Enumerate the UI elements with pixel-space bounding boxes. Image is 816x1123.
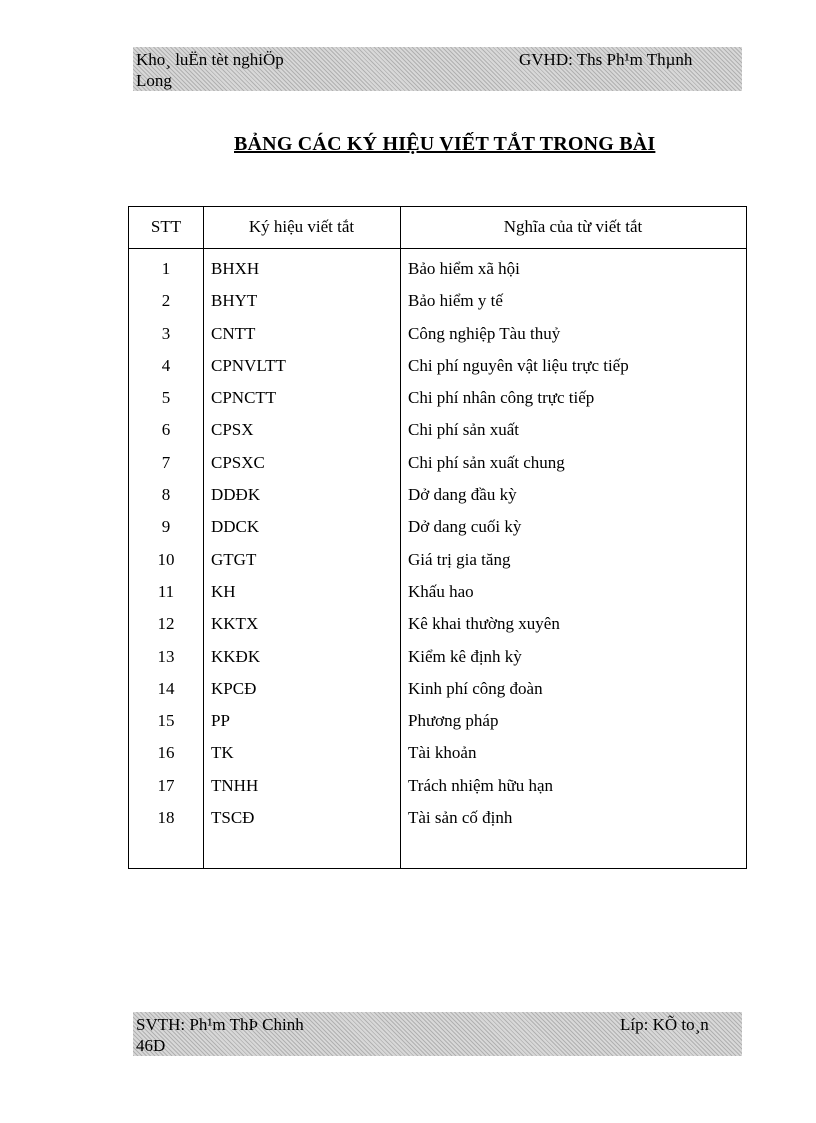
cell-stt: 8 xyxy=(161,485,171,505)
cell-abbr: BHYT xyxy=(211,291,258,311)
cell-meaning: Tài khoản xyxy=(408,743,477,763)
cell-meaning: Dở dang cuối kỳ xyxy=(408,517,522,537)
cell-meaning: Dở dang đầu kỳ xyxy=(408,485,517,505)
footer-class: Líp: KÕ to¸n xyxy=(620,1015,709,1034)
page-header xyxy=(133,47,742,91)
cell-abbr: TNHH xyxy=(211,775,259,795)
cell-stt: 1 xyxy=(161,259,171,278)
table-body xyxy=(129,257,746,838)
cell-stt: 7 xyxy=(161,452,171,472)
cell-stt: 16 xyxy=(157,743,175,763)
cell-stt: 11 xyxy=(157,581,175,601)
cell-meaning: Tài sản cố định xyxy=(408,808,513,828)
cell-abbr: KKĐK xyxy=(211,646,261,666)
table-row xyxy=(129,580,746,612)
cell-abbr: KH xyxy=(211,581,236,601)
cell-meaning: Giá trị gia tăng xyxy=(408,549,511,569)
cell-abbr: CPSXC xyxy=(211,452,265,472)
table-row xyxy=(129,548,746,580)
header-supervisor: GVHD: Ths Ph¹m Thµnh xyxy=(519,50,693,69)
cell-meaning: Chi phí sản xuất chung xyxy=(408,452,565,472)
cell-meaning: Công nghiệp Tàu thuỷ xyxy=(408,323,561,343)
header-thesis-label-continued: Long xyxy=(136,71,172,90)
cell-stt: 10 xyxy=(157,549,175,569)
table-row xyxy=(129,451,746,483)
cell-stt: 17 xyxy=(157,775,175,795)
cell-abbr: CPNCTT xyxy=(211,388,277,408)
cell-abbr: DDĐK xyxy=(211,485,261,505)
table-row xyxy=(129,806,746,838)
cell-abbr: BHXH xyxy=(211,259,260,278)
cell-abbr: CPSX xyxy=(211,420,254,440)
table-row xyxy=(129,645,746,677)
table-row xyxy=(129,774,746,806)
cell-stt: 2 xyxy=(161,291,171,311)
cell-meaning: Phương pháp xyxy=(408,711,499,731)
cell-stt: 12 xyxy=(157,614,175,634)
cell-meaning: Trách nhiệm hữu hạn xyxy=(408,775,554,795)
cell-meaning: Chi phí sản xuất xyxy=(408,420,519,440)
table-row xyxy=(129,257,746,289)
table-row xyxy=(129,677,746,709)
table-row xyxy=(129,483,746,515)
cell-abbr: PP xyxy=(211,711,230,731)
table-row xyxy=(129,741,746,773)
table-row xyxy=(129,612,746,644)
cell-meaning: Bảo hiểm y tế xyxy=(408,291,503,311)
cell-abbr: GTGT xyxy=(211,549,257,569)
footer-student: SVTH: Ph¹m ThÞ Chinh xyxy=(136,1015,304,1034)
cell-stt: 4 xyxy=(161,355,171,375)
page-footer xyxy=(133,1012,742,1056)
cell-stt: 5 xyxy=(161,388,171,408)
cell-meaning: Khấu hao xyxy=(408,581,474,601)
cell-stt: 6 xyxy=(161,420,171,440)
page-title: BẢNG CÁC KÝ HIỆU VIẾT TẮT TRONG BÀI xyxy=(234,133,656,155)
cell-abbr: DDCK xyxy=(211,517,260,537)
cell-meaning: Bảo hiểm xã hội xyxy=(408,259,520,278)
table-row xyxy=(129,289,746,321)
header-thesis-label: Kho¸ luËn tèt nghiÖp xyxy=(136,50,284,69)
cell-abbr: TK xyxy=(211,743,234,763)
cell-stt: 14 xyxy=(157,678,175,698)
cell-abbr: CNTT xyxy=(211,323,256,343)
cell-abbr: TSCĐ xyxy=(211,808,255,828)
cell-stt: 3 xyxy=(161,323,171,343)
cell-stt: 18 xyxy=(157,808,175,828)
cell-abbr: CPNVLTT xyxy=(211,355,286,375)
cell-abbr: KKTX xyxy=(211,614,259,634)
cell-meaning: Chi phí nguyên vật liệu trực tiếp xyxy=(408,355,629,375)
table-row xyxy=(129,709,746,741)
column-header-meaning: Nghĩa của từ viết tắt xyxy=(503,217,643,236)
cell-stt: 9 xyxy=(161,517,171,537)
cell-abbr: KPCĐ xyxy=(211,678,257,698)
column-header-stt: STT xyxy=(150,217,182,236)
cell-stt: 15 xyxy=(157,711,175,731)
cell-meaning: Kinh phí công đoàn xyxy=(408,678,543,698)
table-row xyxy=(129,322,746,354)
abbreviation-table xyxy=(128,206,747,869)
cell-meaning: Kê khai thường xuyên xyxy=(408,614,560,634)
header-divider xyxy=(129,248,746,249)
cell-meaning: Chi phí nhân công trực tiếp xyxy=(408,388,595,408)
table-row xyxy=(129,386,746,418)
column-header-abbr: Ký hiệu viết tắt xyxy=(248,217,355,236)
footer-student-continued: 46D xyxy=(136,1036,166,1055)
cell-stt: 13 xyxy=(157,646,175,666)
table-row xyxy=(129,418,746,450)
table-row xyxy=(129,515,746,547)
table-row xyxy=(129,354,746,386)
cell-meaning: Kiểm kê định kỳ xyxy=(408,646,522,666)
